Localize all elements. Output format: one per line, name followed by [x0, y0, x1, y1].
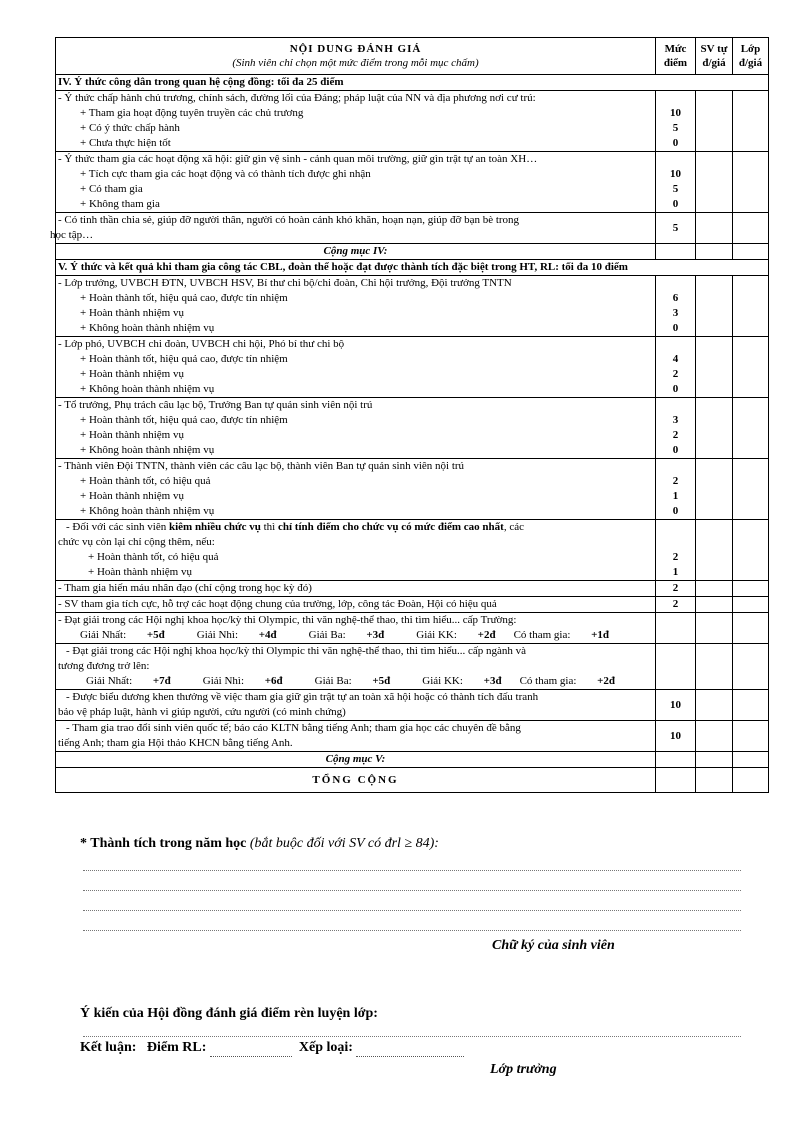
- self-score-cell[interactable]: [696, 520, 733, 581]
- header-title: NỘI DUNG ĐÁNH GIÁ: [289, 43, 422, 55]
- table-row: - Lớp phó, UVBCH chi đoàn, UVBCH chi hội, Phó bí thư chi bộ + Hoàn thành tốt, hiệu quả cao, được tín nhiệm + Hoàn thành nhiệm vụ + Không hoàn thành nhiệm vụ 4 2 0: [56, 337, 769, 398]
- self-score-cell[interactable]: [696, 597, 733, 613]
- header-class-cell: Lớp đ/giá: [733, 38, 769, 75]
- score-label: Điểm RL:: [146, 1040, 207, 1055]
- table-row: - Được biểu dương khen thưởng về việc tham gia giữ gìn trật tự an toàn xã hội hoặc có thành tích đấu tranh bảo vệ pháp luật, hành vi giúp người, cứu người (có minh chứng) 10: [56, 690, 769, 721]
- table-row: - Đạt giải trong các Hội nghị khoa học/kỳ thi Olympic, thi văn nghệ-thể thao, thi tìm hiểu... cấp Trường: Giải Nhất: +5đ Giải Nhì: +4đ Giải Ba: +3đ Giải KK: +2đ Có tham gia: +1đ: [56, 613, 769, 644]
- council-opinion-label: Ý kiến của Hội đồng đánh giá điểm rèn luyện lớp:: [80, 1006, 378, 1021]
- self-score-cell[interactable]: [696, 213, 733, 244]
- header-subtitle: (Sinh viên chỉ chọn một mức điểm trong mỗi mục chấm): [232, 57, 479, 69]
- table-row: - Có tinh thần chia sẻ, giúp đỡ người thân, người có hoàn cảnh khó khăn, hoạn nạn, giúp đỡ bạn bè trong học tập… 5: [56, 213, 769, 244]
- class-score-cell[interactable]: [733, 613, 769, 644]
- class-score-cell[interactable]: [733, 644, 769, 690]
- self-score-cell[interactable]: [696, 459, 733, 520]
- student-signature-label: Chữ ký của sinh viên: [492, 938, 615, 953]
- section-5-subtotal-row: Cộng mục V:: [56, 752, 769, 768]
- class-score-cell[interactable]: [733, 597, 769, 613]
- score-field[interactable]: [210, 1040, 292, 1057]
- table-row: - Tổ trưởng, Phụ trách câu lạc bộ, Trưởng Ban tự quản sinh viên nội trú + Hoàn thành tốt, hiệu quả cao, được tín nhiệm + Hoàn thành nhiệm vụ + Không hoàn thành nhiệm vụ 3 2 0: [56, 398, 769, 459]
- self-score-cell[interactable]: [696, 721, 733, 752]
- table-header: [56, 38, 769, 75]
- class-score-cell[interactable]: [733, 337, 769, 398]
- table-row: - Đạt giải trong các Hội nghị khoa học/kỳ thi Olympic thi văn nghệ-thể thao, thi tìm hiểu... cấp ngành và tương đương trở lên: Giải Nhất: +7đ Giải Nhì: +6đ Giải Ba: +5đ Giải KK: +3đ Có tham gia: +2đ: [56, 644, 769, 690]
- self-score-cell[interactable]: [696, 276, 733, 337]
- table-row: - Lớp trưởng, UVBCH ĐTN, UVBCH HSV, Bí thư chi bộ/chi đoàn, Chi hội trưởng, Đội trưởng TNTN + Hoàn thành tốt, hiệu quả cao, được tín nhiệm + Hoàn thành nhiệm vụ + Không hoàn thành nhiệm vụ 6 3 0: [56, 276, 769, 337]
- class-score-cell[interactable]: [733, 91, 769, 152]
- table-row: - Đối với các sinh viên kiêm nhiều chức vụ thì chỉ tính điểm cho chức vụ có mức điểm cao nhất, các chức vụ còn lại chỉ cộng thêm, nếu: + Hoàn thành tốt, có hiệu quả + Hoàn thành nhiệm vụ 2 1: [56, 520, 769, 581]
- class-score-cell[interactable]: [733, 459, 769, 520]
- achievements-line[interactable]: [83, 930, 741, 931]
- achievements-heading: * Thành tích trong năm học (bắt buộc đối với SV có đrl ≥ 84):: [80, 836, 439, 851]
- self-score-cell[interactable]: [696, 613, 733, 644]
- council-opinion-line[interactable]: [83, 1036, 741, 1037]
- header-content-cell: [56, 38, 656, 75]
- self-score-cell[interactable]: [696, 768, 733, 793]
- self-score-cell[interactable]: [696, 244, 733, 260]
- table-row: - Tham gia hiến máu nhân đạo (chỉ cộng trong học kỳ đó) 2: [56, 581, 769, 597]
- class-score-cell[interactable]: [733, 213, 769, 244]
- class-score-cell[interactable]: [733, 244, 769, 260]
- class-score-cell[interactable]: [733, 752, 769, 768]
- table-row: - Thành viên Đội TNTN, thành viên các câu lạc bộ, thành viên Ban tự quản sinh viên nội trú + Hoàn thành tốt, có hiệu quả + Hoàn thành nhiệm vụ + Không hoàn thành nhiệm vụ 2 1 0: [56, 459, 769, 520]
- achievements-line[interactable]: [83, 910, 741, 911]
- class-monitor-label: Lớp trưởng: [490, 1062, 557, 1077]
- self-score-cell[interactable]: [696, 581, 733, 597]
- section-4-subtotal-row: Cộng mục IV:: [56, 244, 769, 260]
- header-score-cell: Mức điểm: [656, 38, 696, 75]
- class-score-cell[interactable]: [733, 398, 769, 459]
- class-score-cell[interactable]: [733, 152, 769, 213]
- self-score-cell[interactable]: [696, 398, 733, 459]
- class-score-cell[interactable]: [733, 520, 769, 581]
- section-5-title-row: [56, 260, 769, 276]
- table-row: - Tham gia trao đổi sinh viên quốc tế; báo cáo KLTN bằng tiếng Anh; tham gia học các chuyên đề bằng tiếng Anh; tham gia Hội thảo KHCN bằng tiếng Anh. 10: [56, 721, 769, 752]
- self-score-cell[interactable]: [696, 690, 733, 721]
- conclusion-row: [80, 1040, 464, 1057]
- evaluation-table: [50, 37, 769, 793]
- grand-total-row: [56, 768, 769, 793]
- class-score-cell[interactable]: [733, 721, 769, 752]
- self-score-cell[interactable]: [696, 91, 733, 152]
- section-4-title: IV. Ý thức công dân trong quan hệ cộng đồng: tối đa 25 điểm: [58, 76, 344, 88]
- self-score-cell[interactable]: [696, 337, 733, 398]
- class-score-cell[interactable]: [733, 276, 769, 337]
- achievements-line[interactable]: [83, 890, 741, 891]
- class-score-cell[interactable]: [733, 690, 769, 721]
- conclusion-label: Kết luận:: [80, 1040, 137, 1055]
- section-5-title: V. Ý thức và kết quả khi tham gia công tác CBL, đoàn thể hoặc đạt được thành tích đặc biệt trong HT, RL: tối đa 10 điểm: [58, 261, 628, 273]
- self-score-cell[interactable]: [696, 644, 733, 690]
- header-self-cell: SV tự đ/giá: [696, 38, 733, 75]
- achievements-line[interactable]: [83, 870, 741, 871]
- class-score-cell[interactable]: [733, 768, 769, 793]
- class-score-cell[interactable]: [733, 581, 769, 597]
- grand-total-label: TỔNG CỘNG: [56, 768, 656, 793]
- rank-label: Xếp loại:: [298, 1040, 353, 1055]
- rank-field[interactable]: [356, 1040, 464, 1057]
- table-row: - SV tham gia tích cực, hỗ trợ các hoạt động chung của trường, lớp, công tác Đoàn, Hội có hiệu quả 2: [56, 597, 769, 613]
- self-score-cell[interactable]: [696, 152, 733, 213]
- section-4-title-row: [56, 75, 769, 91]
- table-row: - Ý thức chấp hành chủ trương, chính sách, đường lối của Đảng; pháp luật của NN và địa phương nơi cư trú: + Tham gia hoạt động tuyên truyền các chủ trương + Có ý thức chấp hành + Chưa thực hiện tốt 10 5 0: [56, 91, 769, 152]
- self-score-cell[interactable]: [696, 752, 733, 768]
- table-row: - Ý thức tham gia các hoạt động xã hội: giữ gìn vệ sinh - cảnh quan môi trường, giữ gìn trật tự an toàn XH… + Tích cực tham gia các hoạt động và có thành tích được ghi nhận + Có tham gia + Không tham gia 10 5 0: [56, 152, 769, 213]
